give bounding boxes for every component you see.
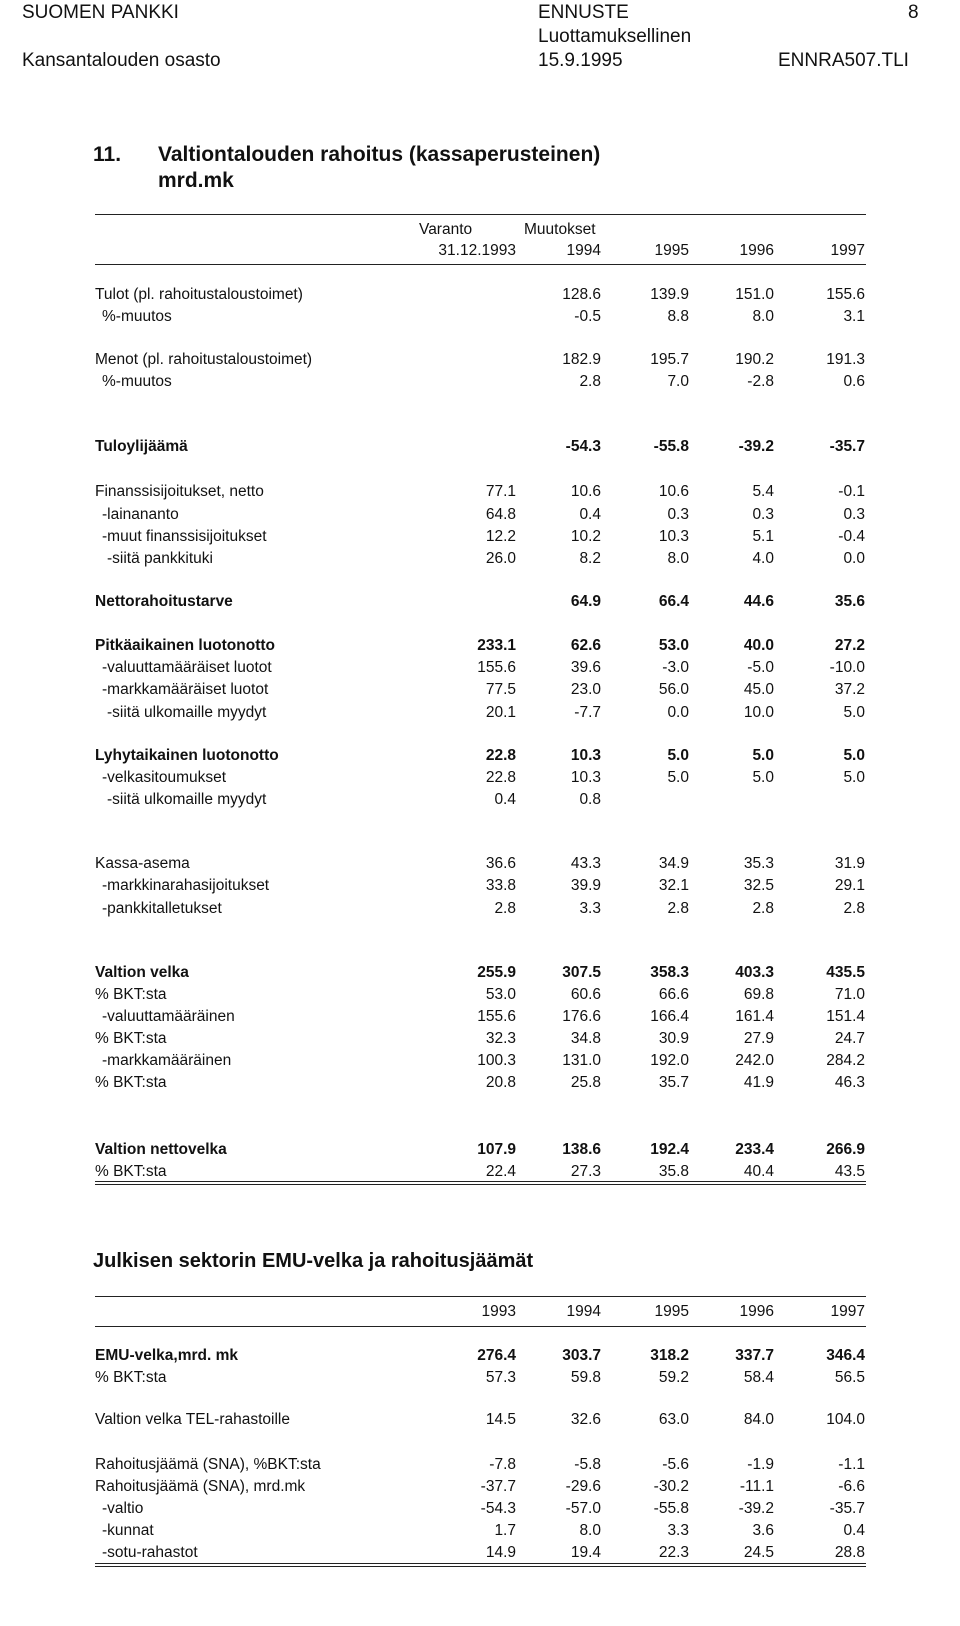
cell-value: 7.0 — [667, 373, 689, 390]
cell-value: 37.2 — [834, 681, 865, 698]
table-row — [0, 1140, 960, 1160]
row-label: -siitä ulkomaille myydyt — [107, 704, 267, 721]
cell-value: 63.0 — [658, 1411, 689, 1428]
cell-value: 60.6 — [570, 986, 601, 1003]
row-label: Valtion nettovelka — [95, 1141, 227, 1158]
cell-value: 3.6 — [752, 1522, 774, 1539]
cell-value: -39.2 — [738, 1500, 774, 1517]
cell-value: 107.9 — [477, 1141, 516, 1158]
cell-value: -10.0 — [829, 659, 865, 676]
cell-value: 8.2 — [579, 550, 601, 567]
cell-value: -5.0 — [747, 659, 774, 676]
cell-value: 58.4 — [743, 1369, 774, 1386]
cell-value: 5.0 — [843, 747, 865, 764]
row-label: -markkamääräiset luotot — [102, 681, 269, 698]
cell-value: 2.8 — [752, 900, 774, 917]
cell-value: 233.4 — [735, 1141, 774, 1158]
cell-value: 24.7 — [834, 1030, 865, 1047]
cell-value: 346.4 — [826, 1347, 865, 1364]
cell-value: 255.9 — [477, 964, 516, 981]
cell-value: 34.8 — [570, 1030, 601, 1047]
cell-value: 43.3 — [570, 855, 601, 872]
table1-unit: mrd.mk — [158, 169, 234, 192]
cell-value: 77.1 — [485, 483, 516, 500]
row-label: -valuuttamääräinen — [102, 1008, 235, 1025]
cell-value: 318.2 — [650, 1347, 689, 1364]
cell-value: 45.0 — [743, 681, 774, 698]
cell-value: 23.0 — [570, 681, 601, 698]
cell-value: 0.6 — [843, 373, 865, 390]
cell-value: 25.8 — [570, 1074, 601, 1091]
cell-value: 5.1 — [752, 528, 774, 545]
row-label: -markkamääräinen — [102, 1052, 232, 1069]
cell-value: -11.1 — [739, 1478, 774, 1495]
row-label: Pitkäaikainen luotonotto — [95, 637, 275, 654]
row-label: -siitä pankkituki — [107, 550, 213, 567]
cell-value: 138.6 — [562, 1141, 601, 1158]
col-header: 1993 — [481, 1303, 516, 1320]
cell-value: 28.8 — [834, 1544, 865, 1561]
cell-value: 2.8 — [667, 900, 689, 917]
header-doc-type: ENNUSTE — [538, 2, 629, 23]
row-label: Kassa-asema — [95, 855, 190, 872]
table-row — [0, 1543, 960, 1563]
cell-value: 40.4 — [743, 1163, 774, 1180]
cell-value: 0.4 — [494, 791, 516, 808]
cell-value: 139.9 — [650, 286, 689, 303]
cell-value: -29.6 — [565, 1478, 601, 1495]
row-label: %-muutos — [102, 308, 172, 325]
row-label: -velkasitoumukset — [102, 769, 227, 786]
header-department: Kansantalouden osasto — [22, 50, 221, 71]
cell-value: 1.7 — [494, 1522, 516, 1539]
row-label: -valtio — [102, 1500, 144, 1517]
cell-value: -0.1 — [838, 483, 865, 500]
cell-value: 64.9 — [570, 593, 601, 610]
cell-value: 151.4 — [826, 1008, 865, 1025]
cell-value: 20.1 — [485, 704, 516, 721]
header-file-name: ENNRA507.TLI — [778, 50, 909, 71]
cell-value: 155.6 — [477, 1008, 516, 1025]
cell-value: 166.4 — [650, 1008, 689, 1025]
table-row — [0, 1162, 960, 1182]
table-row — [0, 1051, 960, 1071]
cell-value: 176.6 — [562, 1008, 601, 1025]
table1-title: Valtiontalouden rahoitus (kassaperusteinen) — [158, 143, 601, 166]
cell-value: 0.3 — [752, 506, 774, 523]
row-label: Menot (pl. rahoitustaloustoimet) — [95, 351, 313, 368]
cell-value: 0.4 — [843, 1522, 865, 1539]
cell-value: -35.7 — [829, 438, 865, 455]
table-row — [0, 437, 960, 457]
cell-value: -37.7 — [480, 1478, 516, 1495]
cell-value: 66.4 — [658, 593, 689, 610]
cell-value: 5.0 — [752, 747, 774, 764]
cell-value: 22.8 — [485, 747, 516, 764]
cell-value: 39.9 — [570, 877, 601, 894]
cell-value: -0.5 — [574, 308, 601, 325]
cell-value: -54.3 — [565, 438, 601, 455]
col-header: 1995 — [654, 242, 689, 259]
cell-value: 33.8 — [485, 877, 516, 894]
cell-value: -54.3 — [480, 1500, 516, 1517]
cell-value: 56.0 — [658, 681, 689, 698]
cell-value: 2.8 — [494, 900, 516, 917]
row-label: -kunnat — [102, 1522, 154, 1539]
row-label: EMU-velka,mrd. mk — [95, 1347, 238, 1364]
cell-value: 56.5 — [834, 1369, 865, 1386]
cell-value: -5.8 — [574, 1456, 601, 1473]
cell-value: 0.0 — [667, 704, 689, 721]
cell-value: 155.6 — [477, 659, 516, 676]
header-org: SUOMEN PANKKI — [22, 2, 179, 23]
col-group-muutokset: Muutokset — [524, 221, 596, 238]
col-header: 1996 — [739, 242, 774, 259]
cell-value: 22.4 — [485, 1163, 516, 1180]
cell-value: 27.9 — [743, 1030, 774, 1047]
cell-value: -1.1 — [838, 1456, 865, 1473]
cell-value: 35.3 — [743, 855, 774, 872]
table2-header-rule — [95, 1326, 866, 1327]
cell-value: 307.5 — [562, 964, 601, 981]
table-row — [0, 1499, 960, 1519]
cell-value: 155.6 — [826, 286, 865, 303]
cell-value: 32.3 — [485, 1030, 516, 1047]
cell-value: 4.0 — [752, 550, 774, 567]
row-label: % BKT:sta — [95, 986, 167, 1003]
cell-value: 0.0 — [843, 550, 865, 567]
row-label: Tuloylijäämä — [95, 438, 188, 455]
row-label: Rahoitusjäämä (SNA), mrd.mk — [95, 1478, 306, 1495]
table-row — [0, 1455, 960, 1475]
cell-value: -35.7 — [829, 1500, 865, 1517]
cell-value: 19.4 — [570, 1544, 601, 1561]
col-header: 1994 — [566, 1303, 601, 1320]
table-row — [0, 527, 960, 547]
cell-value: 10.3 — [570, 747, 601, 764]
row-label: % BKT:sta — [95, 1163, 167, 1180]
table-row — [0, 350, 960, 370]
row-label: Valtion velka — [95, 964, 189, 981]
cell-value: 0.3 — [667, 506, 689, 523]
cell-value: 10.2 — [570, 528, 601, 545]
cell-value: 100.3 — [477, 1052, 516, 1069]
cell-value: -30.2 — [653, 1478, 689, 1495]
cell-value: 69.8 — [743, 986, 774, 1003]
row-label: % BKT:sta — [95, 1369, 167, 1386]
row-label: Valtion velka TEL-rahastoille — [95, 1411, 290, 1428]
cell-value: 8.0 — [667, 550, 689, 567]
cell-value: 403.3 — [735, 964, 774, 981]
table-row — [0, 1007, 960, 1027]
table1-top-rule — [95, 214, 866, 215]
cell-value: 0.3 — [843, 506, 865, 523]
cell-value: 182.9 — [562, 351, 601, 368]
col-header: 1997 — [830, 1303, 865, 1320]
cell-value: 57.3 — [485, 1369, 516, 1386]
table-row — [0, 854, 960, 874]
cell-value: 30.9 — [658, 1030, 689, 1047]
cell-value: -55.8 — [653, 1500, 689, 1517]
table-row — [0, 1410, 960, 1430]
col-header: 1995 — [654, 1303, 689, 1320]
cell-value: 233.1 — [477, 637, 516, 654]
cell-value: 22.3 — [658, 1544, 689, 1561]
cell-value: 14.5 — [485, 1411, 516, 1428]
col-group-varanto: Varanto — [419, 221, 473, 238]
cell-value: 3.3 — [667, 1522, 689, 1539]
cell-value: 5.0 — [843, 769, 865, 786]
cell-value: 43.5 — [834, 1163, 865, 1180]
cell-value: 195.7 — [650, 351, 689, 368]
cell-value: 3.3 — [579, 900, 601, 917]
table-row — [0, 1368, 960, 1388]
cell-value: 5.0 — [752, 769, 774, 786]
cell-value: 8.8 — [667, 308, 689, 325]
cell-value: 5.0 — [667, 747, 689, 764]
cell-value: -0.4 — [838, 528, 865, 545]
cell-value: 27.2 — [834, 637, 865, 654]
cell-value: 8.0 — [752, 308, 774, 325]
row-label: Rahoitusjäämä (SNA), %BKT:sta — [95, 1456, 321, 1473]
cell-value: 2.8 — [843, 900, 865, 917]
cell-value: 192.0 — [650, 1052, 689, 1069]
table-row — [0, 963, 960, 983]
cell-value: 84.0 — [743, 1411, 774, 1428]
col-header: 1994 — [566, 242, 601, 259]
table1-bottom-rule — [95, 1181, 866, 1185]
row-label: Finanssisijoitukset, netto — [95, 483, 264, 500]
row-label: -lainananto — [102, 506, 179, 523]
cell-value: 26.0 — [485, 550, 516, 567]
row-label: % BKT:sta — [95, 1030, 167, 1047]
cell-value: -6.6 — [838, 1478, 865, 1495]
cell-value: 131.0 — [562, 1052, 601, 1069]
cell-value: 36.6 — [485, 855, 516, 872]
cell-value: 190.2 — [735, 351, 774, 368]
table-row — [0, 307, 960, 327]
cell-value: 10.6 — [570, 483, 601, 500]
cell-value: 66.6 — [658, 986, 689, 1003]
row-label: -muut finanssisijoitukset — [102, 528, 267, 545]
cell-value: 62.6 — [570, 637, 601, 654]
table-row — [0, 1073, 960, 1093]
row-label: %-muutos — [102, 373, 172, 390]
table-row — [0, 285, 960, 305]
cell-value: 24.5 — [743, 1544, 774, 1561]
cell-value: 151.0 — [735, 286, 774, 303]
table2-bottom-rule — [95, 1563, 866, 1567]
cell-value: 358.3 — [650, 964, 689, 981]
cell-value: 5.0 — [667, 769, 689, 786]
cell-value: 3.1 — [843, 308, 865, 325]
table-row — [0, 876, 960, 896]
table-row — [0, 746, 960, 766]
cell-value: 266.9 — [826, 1141, 865, 1158]
row-label: % BKT:sta — [95, 1074, 167, 1091]
table-row — [0, 549, 960, 569]
header-classification: Luottamuksellinen — [538, 26, 692, 47]
cell-value: -55.8 — [653, 438, 689, 455]
cell-value: 64.8 — [485, 506, 516, 523]
cell-value: 2.8 — [579, 373, 601, 390]
cell-value: 10.6 — [658, 483, 689, 500]
cell-value: 59.8 — [570, 1369, 601, 1386]
row-label: -valuuttamääräiset luotot — [102, 659, 272, 676]
table-row — [0, 372, 960, 392]
cell-value: -39.2 — [738, 438, 774, 455]
cell-value: 14.9 — [485, 1544, 516, 1561]
cell-value: -2.8 — [747, 373, 774, 390]
row-label: -siitä ulkomaille myydyt — [107, 791, 267, 808]
cell-value: -7.8 — [489, 1456, 516, 1473]
table-row — [0, 482, 960, 502]
table-row — [0, 1029, 960, 1049]
table1-number: 11. — [93, 143, 122, 166]
cell-value: 32.6 — [570, 1411, 601, 1428]
cell-value: 161.4 — [735, 1008, 774, 1025]
row-label: Lyhytaikainen luotonotto — [95, 747, 279, 764]
table-row — [0, 680, 960, 700]
table-row — [0, 985, 960, 1005]
col-header: 1996 — [739, 1303, 774, 1320]
cell-value: 22.8 — [485, 769, 516, 786]
cell-value: 71.0 — [834, 986, 865, 1003]
table-row — [0, 790, 960, 810]
cell-value: -1.9 — [747, 1456, 774, 1473]
cell-value: 10.0 — [743, 704, 774, 721]
cell-value: 59.2 — [658, 1369, 689, 1386]
cell-value: -7.7 — [574, 704, 601, 721]
cell-value: -57.0 — [565, 1500, 601, 1517]
cell-value: 40.0 — [743, 637, 774, 654]
table2-top-rule — [95, 1296, 866, 1297]
cell-value: 337.7 — [735, 1347, 774, 1364]
cell-value: 29.1 — [834, 877, 865, 894]
table-row — [0, 1477, 960, 1497]
table-row — [0, 1521, 960, 1541]
cell-value: 284.2 — [826, 1052, 865, 1069]
cell-value: 435.5 — [826, 964, 865, 981]
cell-value: 10.3 — [570, 769, 601, 786]
cell-value: 32.5 — [743, 877, 774, 894]
cell-value: 192.4 — [650, 1141, 689, 1158]
table-row — [0, 1346, 960, 1366]
cell-value: 128.6 — [562, 286, 601, 303]
cell-value: 44.6 — [743, 593, 774, 610]
cell-value: 31.9 — [834, 855, 865, 872]
cell-value: 303.7 — [562, 1347, 601, 1364]
cell-value: 53.0 — [485, 986, 516, 1003]
row-label: Tulot (pl. rahoitustaloustoimet) — [95, 286, 303, 303]
cell-value: 5.4 — [752, 483, 774, 500]
cell-value: 46.3 — [834, 1074, 865, 1091]
table2-title: Julkisen sektorin EMU-velka ja rahoitusjäämät — [93, 1250, 534, 1272]
cell-value: 41.9 — [743, 1074, 774, 1091]
cell-value: 35.8 — [658, 1163, 689, 1180]
table-row — [0, 899, 960, 919]
cell-value: 12.2 — [485, 528, 516, 545]
table-row — [0, 658, 960, 678]
table-row — [0, 592, 960, 612]
table-row — [0, 636, 960, 656]
table-row — [0, 768, 960, 788]
table1-header-rule — [95, 264, 866, 265]
row-label: -markkinarahasijoitukset — [102, 877, 270, 894]
row-label: Nettorahoitustarve — [95, 593, 233, 610]
cell-value: 32.1 — [658, 877, 689, 894]
row-label: -pankkitalletukset — [102, 900, 222, 917]
cell-value: 0.4 — [579, 506, 601, 523]
col-header: 1997 — [830, 242, 865, 259]
cell-value: -5.6 — [662, 1456, 689, 1473]
header-page-number: 8 — [908, 2, 919, 23]
cell-value: 8.0 — [579, 1522, 601, 1539]
cell-value: 35.7 — [658, 1074, 689, 1091]
cell-value: 104.0 — [826, 1411, 865, 1428]
header-date: 15.9.1995 — [538, 50, 623, 71]
cell-value: 39.6 — [570, 659, 601, 676]
cell-value: 5.0 — [843, 704, 865, 721]
col-header: 31.12.1993 — [438, 242, 516, 259]
cell-value: 0.8 — [579, 791, 601, 808]
cell-value: 77.5 — [485, 681, 516, 698]
table-row — [0, 703, 960, 723]
cell-value: -3.0 — [662, 659, 689, 676]
cell-value: 34.9 — [658, 855, 689, 872]
cell-value: 53.0 — [658, 637, 689, 654]
cell-value: 20.8 — [485, 1074, 516, 1091]
cell-value: 191.3 — [826, 351, 865, 368]
cell-value: 27.3 — [570, 1163, 601, 1180]
cell-value: 242.0 — [735, 1052, 774, 1069]
cell-value: 35.6 — [834, 593, 865, 610]
row-label: -sotu-rahastot — [102, 1544, 198, 1561]
cell-value: 10.3 — [658, 528, 689, 545]
cell-value: 276.4 — [477, 1347, 516, 1364]
table-row — [0, 505, 960, 525]
